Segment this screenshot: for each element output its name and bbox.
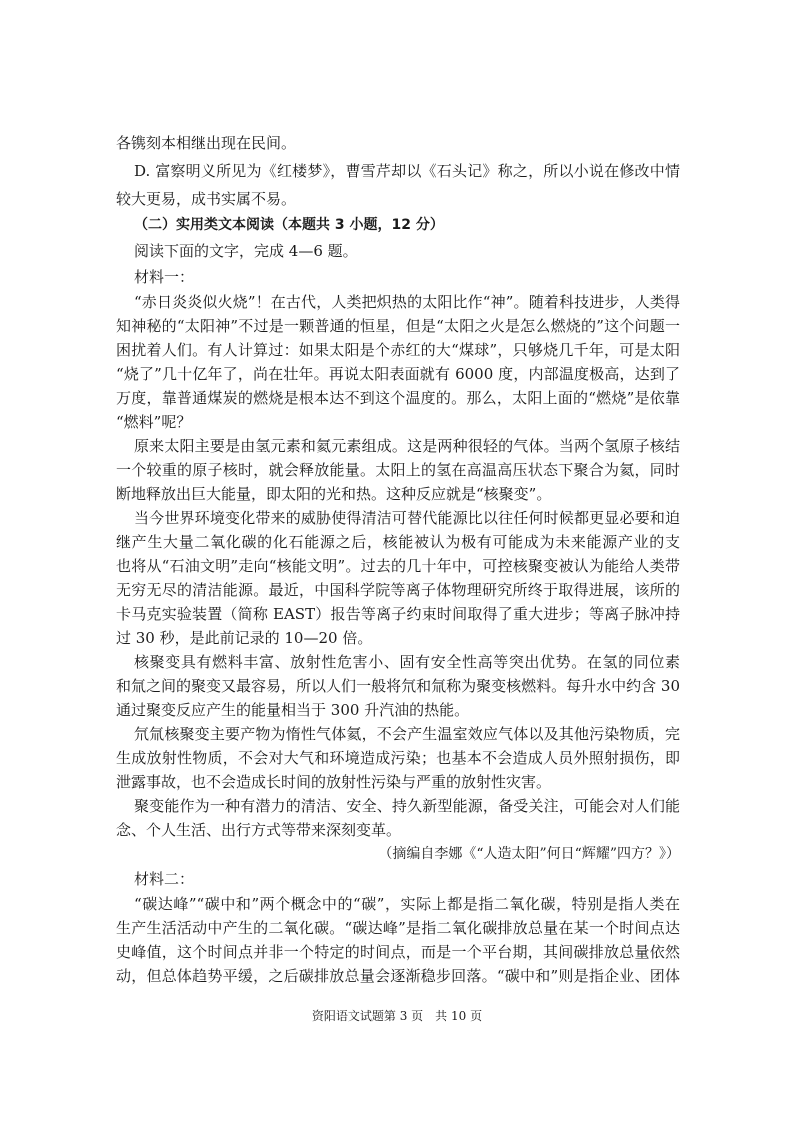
paragraph-line: “碳达峰”“碳中和”两个概念中的“碳”，实际上都是指二氧化碳，特别是指人类在 [134,895,680,913]
paragraph-line: 泄露事故，也不会造成长时间的放射性污染与严重的放射性灾害。 [116,773,552,791]
material2-label: 材料二： [134,870,195,888]
material1-label: 材料一： [134,268,195,286]
material1-paragraph-5 [116,722,680,794]
paragraph-line: 当今世界环境变化带来的威胁使得清洁可替代能源比以往任何时候都更显必要和迫 [134,509,680,527]
section-instruction: 阅读下面的文字，完成 4—6 题。 [134,242,358,260]
option-d-line: D. 富察明义所见为《红楼梦》，曹雪芹却以《石头记》称之，所以小说在修改中情 [134,162,680,180]
material1-paragraph-6 [116,794,680,842]
paragraph-line: 知神秘的“太阳神”不过是一颗普通的恒星，但是“太阳之火是怎么燃烧的”这个问题一 [116,317,680,335]
paragraph-line: 无穷无尽的清洁能源。最近，中国科学院等离子体物理研究所终于取得进展，该所的 [116,581,680,599]
paragraph-line: 困扰着人们。有人计算过：如果太阳是个赤红的大“煤球”，只够烧几千年，可是太阳 [116,341,680,359]
paragraph-line: 继产生大量二氧化碳的化石能源之后，核能被认为极有可能成为未来能源产业的支 [116,533,680,551]
material1-source: （摘编自李娜《“人造太阳”何日“辉耀”四方？》） [378,846,680,862]
option-d [134,159,680,183]
paragraph-line: 一个较重的原子核时，就会释放能量。太阳上的氢在高温高压状态下聚合为氦，同时 [116,461,680,479]
paragraph-line: 和氚之间的聚变又最容易，所以人们一般将氘和氚称为聚变核燃料。每升水中约含 30 [116,677,680,695]
paragraph-line: 史峰值，这个时间点并非一个特定的时间点，而是一个平台期，其间碳排放总量依然 [116,943,680,961]
material1-paragraph-1 [116,290,680,434]
paragraph-line: 过 30 秒，是此前记录的 10—20 倍。 [116,629,373,647]
paragraph-line: 通过聚变反应产生的能量相当于 300 升汽油的热能。 [116,701,470,719]
paragraph-line: “赤日炎炎似火烧”！在古代，人类把炽热的太阳比作“神”。随着科技进步，人类得 [134,293,680,311]
paragraph-line: 聚变能作为一种有潜力的清洁、安全、持久新型能源，备受关注，可能会对人们能 [134,797,680,815]
paragraph-line: 卡马克实验装置（简称 EAST）报告等离子约束时间取得了重大进步；等离子脉冲持 [116,605,680,623]
paragraph-line: 氘氚核聚变主要产物为惰性气体氦，不会产生温室效应气体以及其他污染物质，完 [134,725,680,743]
material1-paragraph-3 [116,506,680,650]
continuation-line: 各镌刻本相继出现在民间。 [116,134,297,152]
paragraph-line: 万度，靠普通煤炭的燃烧是根本达不到这个温度的。那么，太阳上面的“燃烧”是依靠 [116,389,680,407]
paragraph-line: 生产生活活动中产生的二氧化碳。“碳达峰”是指二氧化碳排放总量在某一个时间点达 [116,919,680,937]
page-footer: 资阳语文试题第 3 页 共 10 页 [311,1009,483,1023]
section-title: （二）实用类文本阅读（本题共 3 小题，12 分） [134,217,444,233]
option-d-line: 较大更易，成书实属不易。 [116,190,297,208]
paragraph-line: “烧了”几十亿年了，尚在壮年。再说太阳表面就有 6000 度，内部温度极高，达到了 [116,365,680,383]
material2-paragraph-1 [116,892,680,988]
paragraph-line: 断地释放出巨大能量，即太阳的光和热。这种反应就是“核聚变”。 [116,485,552,503]
paragraph-line: 也将从“石油文明”走向“核能文明”。过去的几十年中，可控核聚变被认为能给人类带 [116,557,680,575]
paragraph-line: 动，但总体趋势平缓，之后碳排放总量会逐渐稳步回落。“碳中和”则是指企业、团体 [116,967,680,985]
paragraph-line: “燃料”呢？ [116,413,192,431]
paragraph-line: 核聚变具有燃料丰富、放射性危害小、固有安全性高等突出优势。在氢的同位素 [134,653,680,671]
material1-paragraph-4 [116,650,680,722]
paragraph-line: 原来太阳主要是由氢元素和氦元素组成。这是两种很轻的气体。当两个氢原子核结 [134,437,680,455]
material1-paragraph-2 [116,434,680,506]
paragraph-line: 生成放射性物质，不会对大气和环境造成污染；也基本不会造成人员外照射损伤，即 [116,749,680,767]
paragraph-line: 念、个人生活、出行方式等带来深刻变革。 [116,821,402,839]
